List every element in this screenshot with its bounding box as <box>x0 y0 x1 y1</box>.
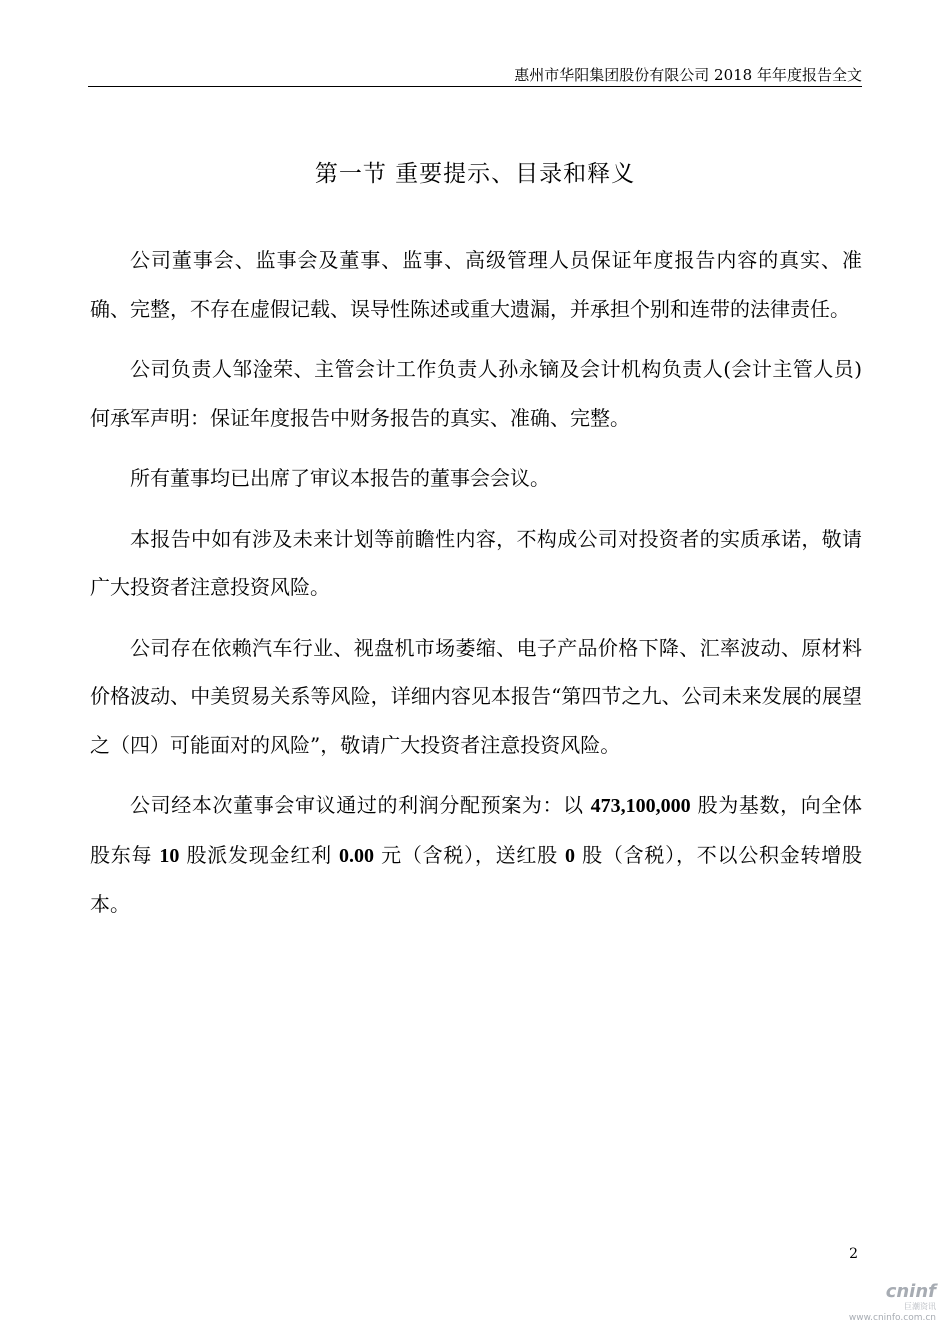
cash-dividend-value: 0.00 <box>338 844 374 867</box>
cninfo-watermark <box>836 1282 936 1330</box>
share-base-value: 473,100,000 <box>590 795 691 817</box>
header-divider <box>88 86 862 87</box>
section-title: 第一节 重要提示、目录和释义 <box>314 161 636 187</box>
watermark-url: www.cninfo.com.cn <box>848 1313 936 1323</box>
paragraph-responsibility: 公司董事会、监事会及董事、监事、高级管理人员保证年度报告内容的真实、准确、完整，不存在虚假记载、误导性陈述或重大遗漏，并承担个别和连带的法律责任。 <box>90 248 862 321</box>
page-number: 2 <box>849 1246 858 1262</box>
paragraph-management-statement: 公司负责人邹淦荣、主管会计工作负责人孙永镝及会计机构负责人(会计主管人员)何承军声明：保证年度报告中财务报告的真实、准确、完整。 <box>90 357 862 430</box>
paragraph-profit-distribution <box>90 781 862 929</box>
bonus-shares-value: 0 <box>565 844 576 867</box>
watermark-cn-label: 巨潮资讯 <box>904 1302 936 1311</box>
paragraph-forward-looking: 本报告中如有涉及未来计划等前瞻性内容，不构成公司对投资者的实质承诺，敬请广大投资者注意投资风险。 <box>90 526 862 599</box>
profit-text-5: 股（含税），不以公积金转增股本。 <box>90 842 863 916</box>
report-header-title: 惠州市华阳集团股份有限公司 2018 年年度报告全文 <box>514 66 862 84</box>
profit-text-2: 股为基数，向全体股东每 <box>90 793 863 867</box>
paragraph-board-attendance: 所有董事均已出席了审议本报告的董事会会议。 <box>130 466 550 490</box>
profit-text-1: 公司经本次董事会审议通过的利润分配预案为：以 <box>130 793 591 817</box>
profit-text-3: 股派发现金红利 <box>179 842 339 867</box>
paragraph-risks: 公司存在依赖汽车行业、视盘机市场萎缩、电子产品价格下降、汇率波动、原材料价格波动、中美贸易关系等风险，详细内容见本报告“第四节之九、公司未来发展的展望之（四）可能面对的风险”，敬请广大投资者注意投资风险。 <box>90 635 862 757</box>
document-body <box>90 236 862 941</box>
profit-text-4: 元（含税），送红股 <box>373 842 566 867</box>
watermark-brand: cninf <box>885 1281 936 1302</box>
per-shares-value: 10 <box>159 844 180 867</box>
